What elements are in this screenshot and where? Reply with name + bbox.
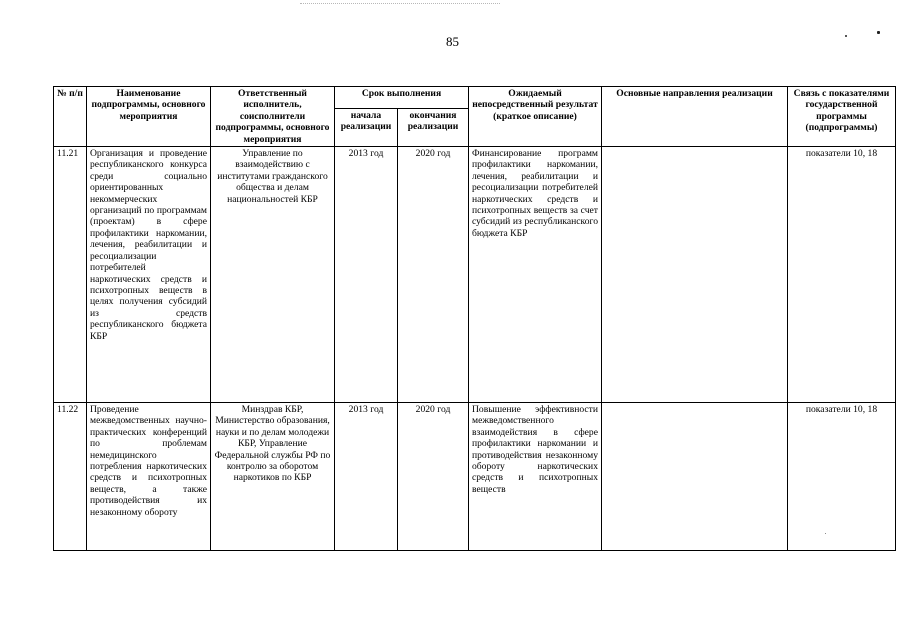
table-row	[54, 403, 896, 551]
cell-name: Проведение межведомственных научно-практических конференций по проблемам немедицинского потребления наркотических средств и психотропных веществ, а также противодействия их незаконному обороту	[87, 403, 211, 551]
cell-start: 2013 год	[335, 147, 398, 403]
cell-directions	[602, 147, 788, 403]
cell-end: 2020 год	[398, 403, 469, 551]
header-row	[54, 87, 896, 109]
cell-start: 2013 год	[335, 403, 398, 551]
header-result: Ожидаемый непосредственный результат (краткое описание)	[469, 87, 602, 147]
cell-end: 2020 год	[398, 147, 469, 403]
header-name: Наименование подпрограммы, основного мероприятия	[87, 87, 211, 147]
header-directions: Основные направления реализации	[602, 87, 788, 147]
cell-result: Повышение эффективности межведомственного взаимодействия в сфере профилактики наркомании и противодействия незаконному обороту наркотических средств и психотропных веществ	[469, 403, 602, 551]
header-link: Связь с показателями государственной программы (подпрограммы)	[788, 87, 896, 147]
cell-directions	[602, 403, 788, 551]
cell-name: Организация и проведение республиканского конкурса среди социально ориентированных некоммерческих организаций по программам (проектам) в сфере профилактики наркомании, лечения, реабилитации и ресоциализации потребителей наркотических средств и психотропных веществ в целях получения субсидий из средств республиканского бюджета КБР	[87, 147, 211, 403]
program-activities-table	[53, 86, 896, 551]
cell-result: Финансирование программ профилактики наркомании, лечения, реабилитации и ресоциализации потребителей наркотических средств и психотропных веществ за счет субсидий из республиканского бюджета КБР	[469, 147, 602, 403]
scan-speck	[877, 31, 880, 34]
header-responsible: Ответственный исполнитель, соисполнители подпрограммы, основного мероприятия	[211, 87, 335, 147]
header-num: № п/п	[54, 87, 87, 147]
cell-link: показатели 10, 18	[788, 403, 896, 551]
header-period: Срок выполнения	[335, 87, 469, 109]
header-period-end: окончания реализации	[398, 108, 469, 147]
cell-num: 11.21	[54, 147, 87, 403]
cell-num: 11.22	[54, 403, 87, 551]
page-number: 85	[446, 34, 459, 49]
cell-responsible: Управление по взаимодействию с институтами гражданского общества и делам национальностей КБР	[211, 147, 335, 403]
cell-link: показатели 10, 18	[788, 147, 896, 403]
header-period-start: начала реализации	[335, 108, 398, 147]
scan-speck	[845, 35, 847, 37]
table-row	[54, 147, 896, 403]
scan-artifact-line	[300, 3, 500, 5]
cell-responsible: Минздрав КБР, Министерство образования, науки и по делам молодежи КБР, Управление Федеральной службы РФ по контролю за оборотом наркотиков по КБР	[211, 403, 335, 551]
